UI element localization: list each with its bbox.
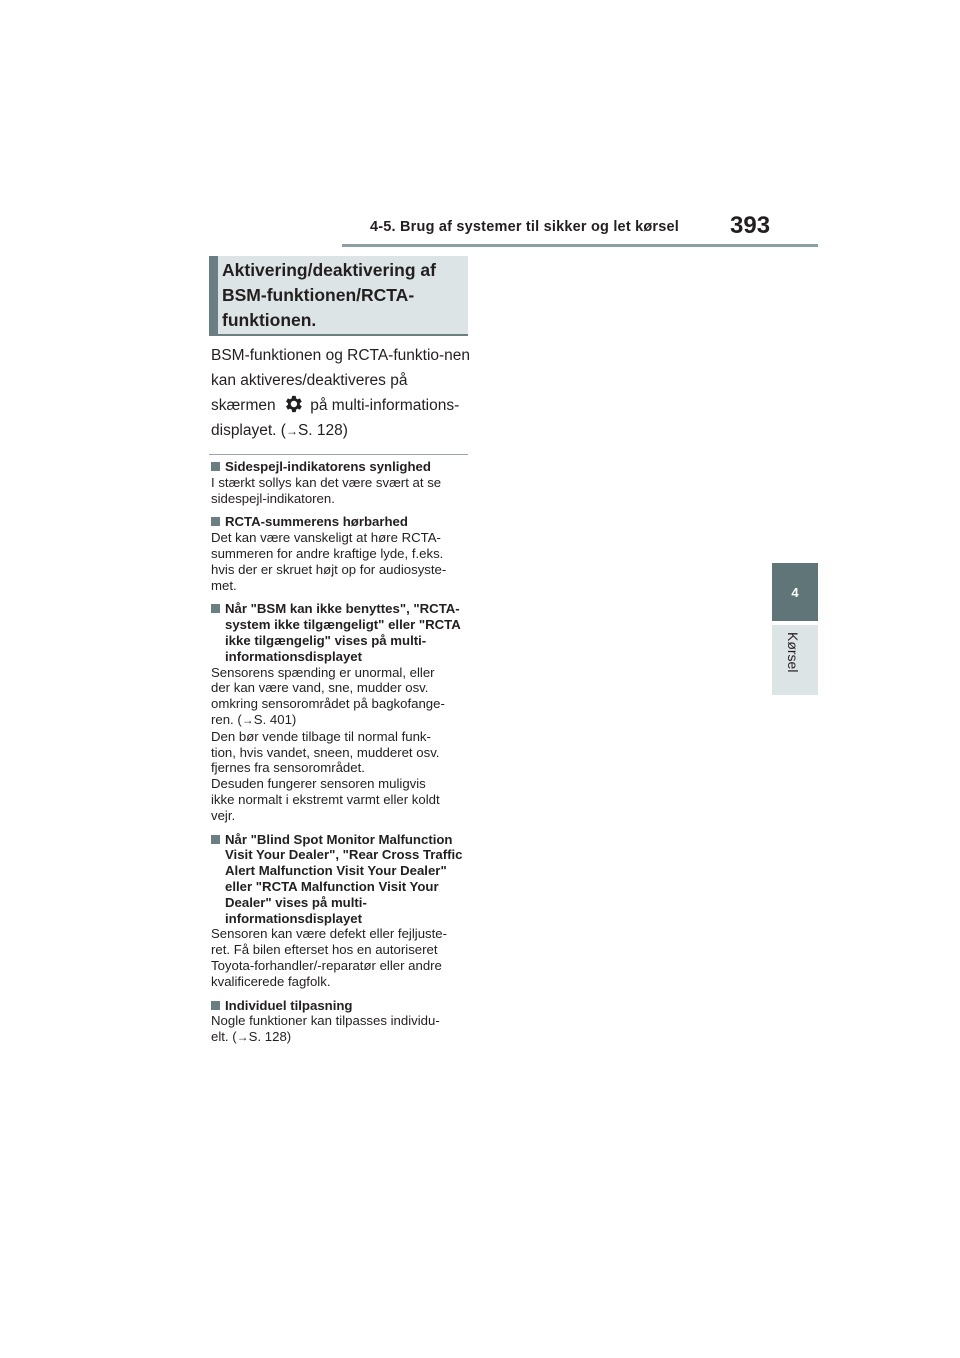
note-body: I stærkt sollys kan det være svært at se sidespejl-indikatoren. <box>211 474 442 506</box>
note-item <box>211 832 473 990</box>
note-body-part: Nogle funktioner kan tilpasses individu- elt. ( <box>211 1013 440 1045</box>
note-item <box>211 998 473 1046</box>
gear-icon <box>282 393 304 415</box>
note-square-icon <box>211 604 220 613</box>
header-section-title: 4-5. Brug af systemer til sikker og let kørsel <box>370 219 679 235</box>
note-item <box>211 601 473 823</box>
ref-arrow-icon: → <box>236 1030 249 1045</box>
chapter-tab-label: Kørsel <box>785 632 801 673</box>
note-square-icon <box>211 517 220 526</box>
note-square-icon <box>211 462 220 471</box>
note-body-part: Den bør vende tilbage til normal funk- tion, hvis vandet, sneen, mudderet osv. fjernes fra sensorområdet. Desuden fungerer sensoren muligvis ikke normalt i ekstremt varmt eller koldt vejr. <box>211 728 440 823</box>
note-body <box>211 665 473 824</box>
note-square-icon <box>211 1001 220 1010</box>
intro-text-after-icon: på multi-informations-displayet. ( <box>211 397 460 439</box>
header-rule <box>342 244 818 247</box>
ref-arrow-icon: → <box>285 424 298 438</box>
note-body-part: Sensorens spænding er unormal, eller der kan være vand, sne, mudder osv. omkring sensorområdet på bagkofange- ren. ( <box>211 664 445 727</box>
note-title: Når "Blind Spot Monitor Malfunction Visit Your Dealer", "Rear Cross Traffic Alert Malfunction Visit Your Dealer" eller "RCTA Malfunction Visit Your Dealer" vises på multi-informationsdisplayet <box>225 831 463 926</box>
section-heading: Aktivering/deaktivering af BSM-funktionen/RCTA-funktionen. <box>222 260 436 330</box>
note-square-icon <box>211 835 220 844</box>
note-body: Det kan være vanskeligt at høre RCTA- summeren for andre kraftige lyde, f.eks. hvis der er skruet højt op for audiosyste- met. <box>211 530 447 593</box>
note-page-ref: S. 401) <box>253 711 297 727</box>
note-body: Sensoren kan være defekt eller fejljuste- ret. Få bilen efterset hos en autoriseret Toyota-forhandler/-reparatør eller andre kvalificerede fagfolk. <box>211 926 448 989</box>
note-page-ref: S. 128) <box>248 1029 292 1045</box>
page-number: 393 <box>730 212 771 239</box>
section-divider <box>209 454 468 455</box>
note-body <box>211 1013 473 1046</box>
section-intro <box>211 343 473 444</box>
notes-list <box>211 459 473 1054</box>
intro-page-ref: S. 128) <box>297 422 348 439</box>
note-title: RCTA-summerens hørbarhed <box>225 514 408 530</box>
section-heading-bar <box>209 256 218 334</box>
intro-text-before-icon: BSM-funktionen og RCTA-funktio-nen kan aktiveres/deaktiveres på skærmen <box>211 347 471 414</box>
note-item <box>211 459 473 506</box>
note-item <box>211 514 473 593</box>
note-title: Individuel tilpasning <box>225 997 353 1013</box>
ref-arrow-icon: → <box>241 712 254 727</box>
note-title: Når "BSM kan ikke benyttes", "RCTA-system ikke tilgængeligt" eller "RCTA ikke tilgængelig" vises på multi-informationsdisplayet <box>225 601 461 664</box>
note-title: Sidespejl-indikatorens synlighed <box>225 459 431 474</box>
chapter-tab-number: 4 <box>772 563 818 621</box>
